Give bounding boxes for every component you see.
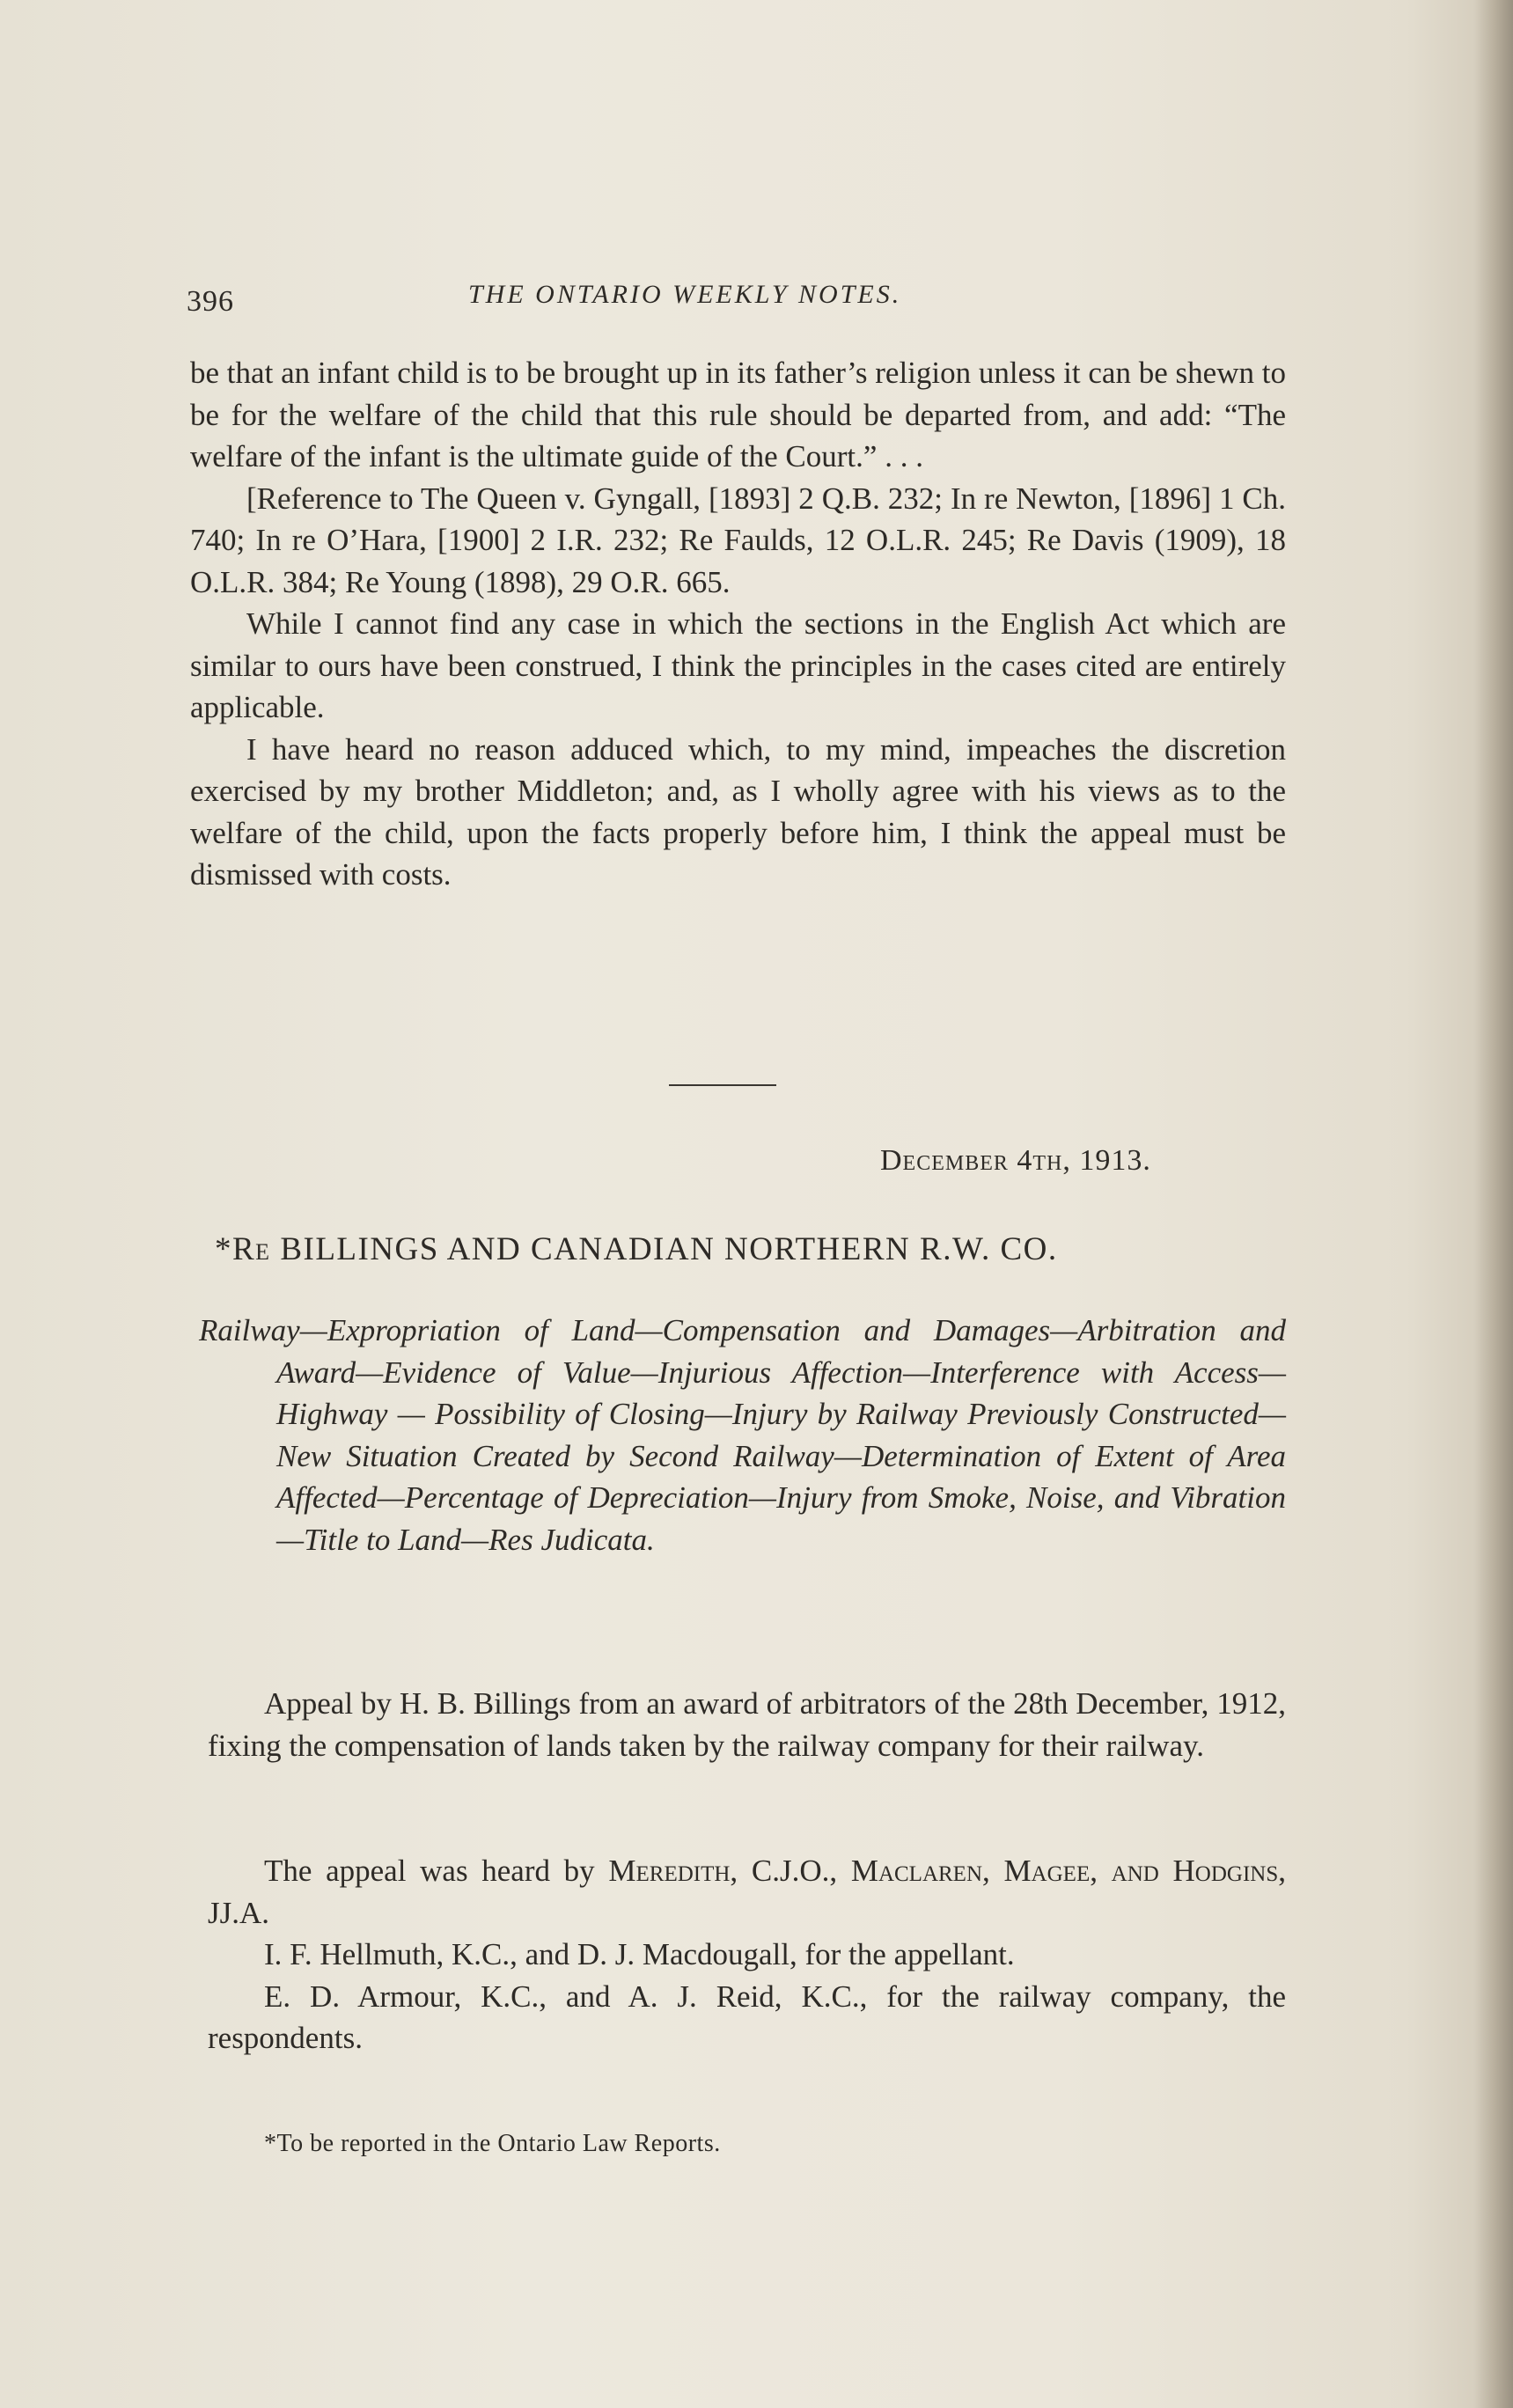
heard-prefix: The appeal was heard by <box>264 1854 609 1888</box>
case-title-name: BILLINGS AND CANADIAN NORTHERN R.W. CO. <box>270 1231 1058 1267</box>
headnote-text: Railway—Expropriation of Land—Compensation and Damages—Arbitration and Award—Evidence of Value—Injurious Affection—Interference with Access—Highway — Possibility of Closing—Injury by Railway Previously Constructed—New Situation Created by Second Railway—Determination of Extent of Area Affected—Percentage of Depreciation—Injury from Smoke, Noise, and Vibration—Title to Land—Res Judicata. <box>199 1313 1286 1557</box>
counsel-appellant: I. F. Hellmuth, K.C., and D. J. Macdougall, for the appellant. <box>264 1937 1015 1971</box>
section-divider <box>669 1084 776 1086</box>
appeal-statement <box>208 1683 1286 1767</box>
paragraph-conclusion: I have heard no reason adduced which, to my mind, impeaches the discretion exercised by my brother Middleton; and, as I wholly agree with his views as to the welfare of the child, upon the facts properly before him, I think the appeal must be dismissed with costs. <box>190 731 1286 892</box>
appeal-paragraph: Appeal by H. B. Billings from an award of arbitrators of the 28th December, 1912, fixing the compensation of lands taken by the railway company for their railway. <box>208 1686 1286 1763</box>
footnote: *To be reported in the Ontario Law Reports. <box>264 2130 721 2157</box>
hearing-details <box>208 1850 1286 2059</box>
case-title <box>215 1230 1058 1268</box>
running-head: THE ONTARIO WEEKLY NOTES. <box>468 280 902 309</box>
judges: Meredith, C.J.O., Maclaren, Magee, and Hodgins, JJ.A. <box>208 1854 1286 1930</box>
page-edge-shadow <box>1474 0 1513 2408</box>
paragraph-continuation: be that an infant child is to be brought up in its father’s religion unless it can be shewn to be for the welfare of the child that this rule should be departed from, and add: “The welfare of the infant is the ultimate guide of the Court.” . . . <box>190 356 1286 474</box>
body-text <box>190 352 1286 896</box>
heard-paragraph <box>208 1850 1286 1934</box>
page-number: 396 <box>187 285 234 318</box>
paragraph-english-act: While I cannot find any case in which the sections in the English Act which are similar to ours have been construed, I think the principles in the cases cited are entirely applicable. <box>190 606 1286 724</box>
decision-date: December 4th, 1913. <box>880 1144 1151 1177</box>
paragraph-references: [Reference to The Queen v. Gyngall, [1893] 2 Q.B. 232; In re Newton, [1896] 1 Ch. 740; In re O’Hara, [1900] 2 I.R. 232; Re Faulds, 12 O.L.R. 245; Re Davis (1909), 18 O.L.R. 384; Re Young (1898), 29 O.R. 665. <box>190 481 1286 599</box>
case-title-prefix: *Re <box>215 1231 271 1267</box>
page-header <box>187 280 1287 327</box>
headnote <box>199 1310 1286 1560</box>
counsel-respondent: E. D. Armour, K.C., and A. J. Reid, K.C., for the railway company, the respondents. <box>208 1979 1286 2055</box>
